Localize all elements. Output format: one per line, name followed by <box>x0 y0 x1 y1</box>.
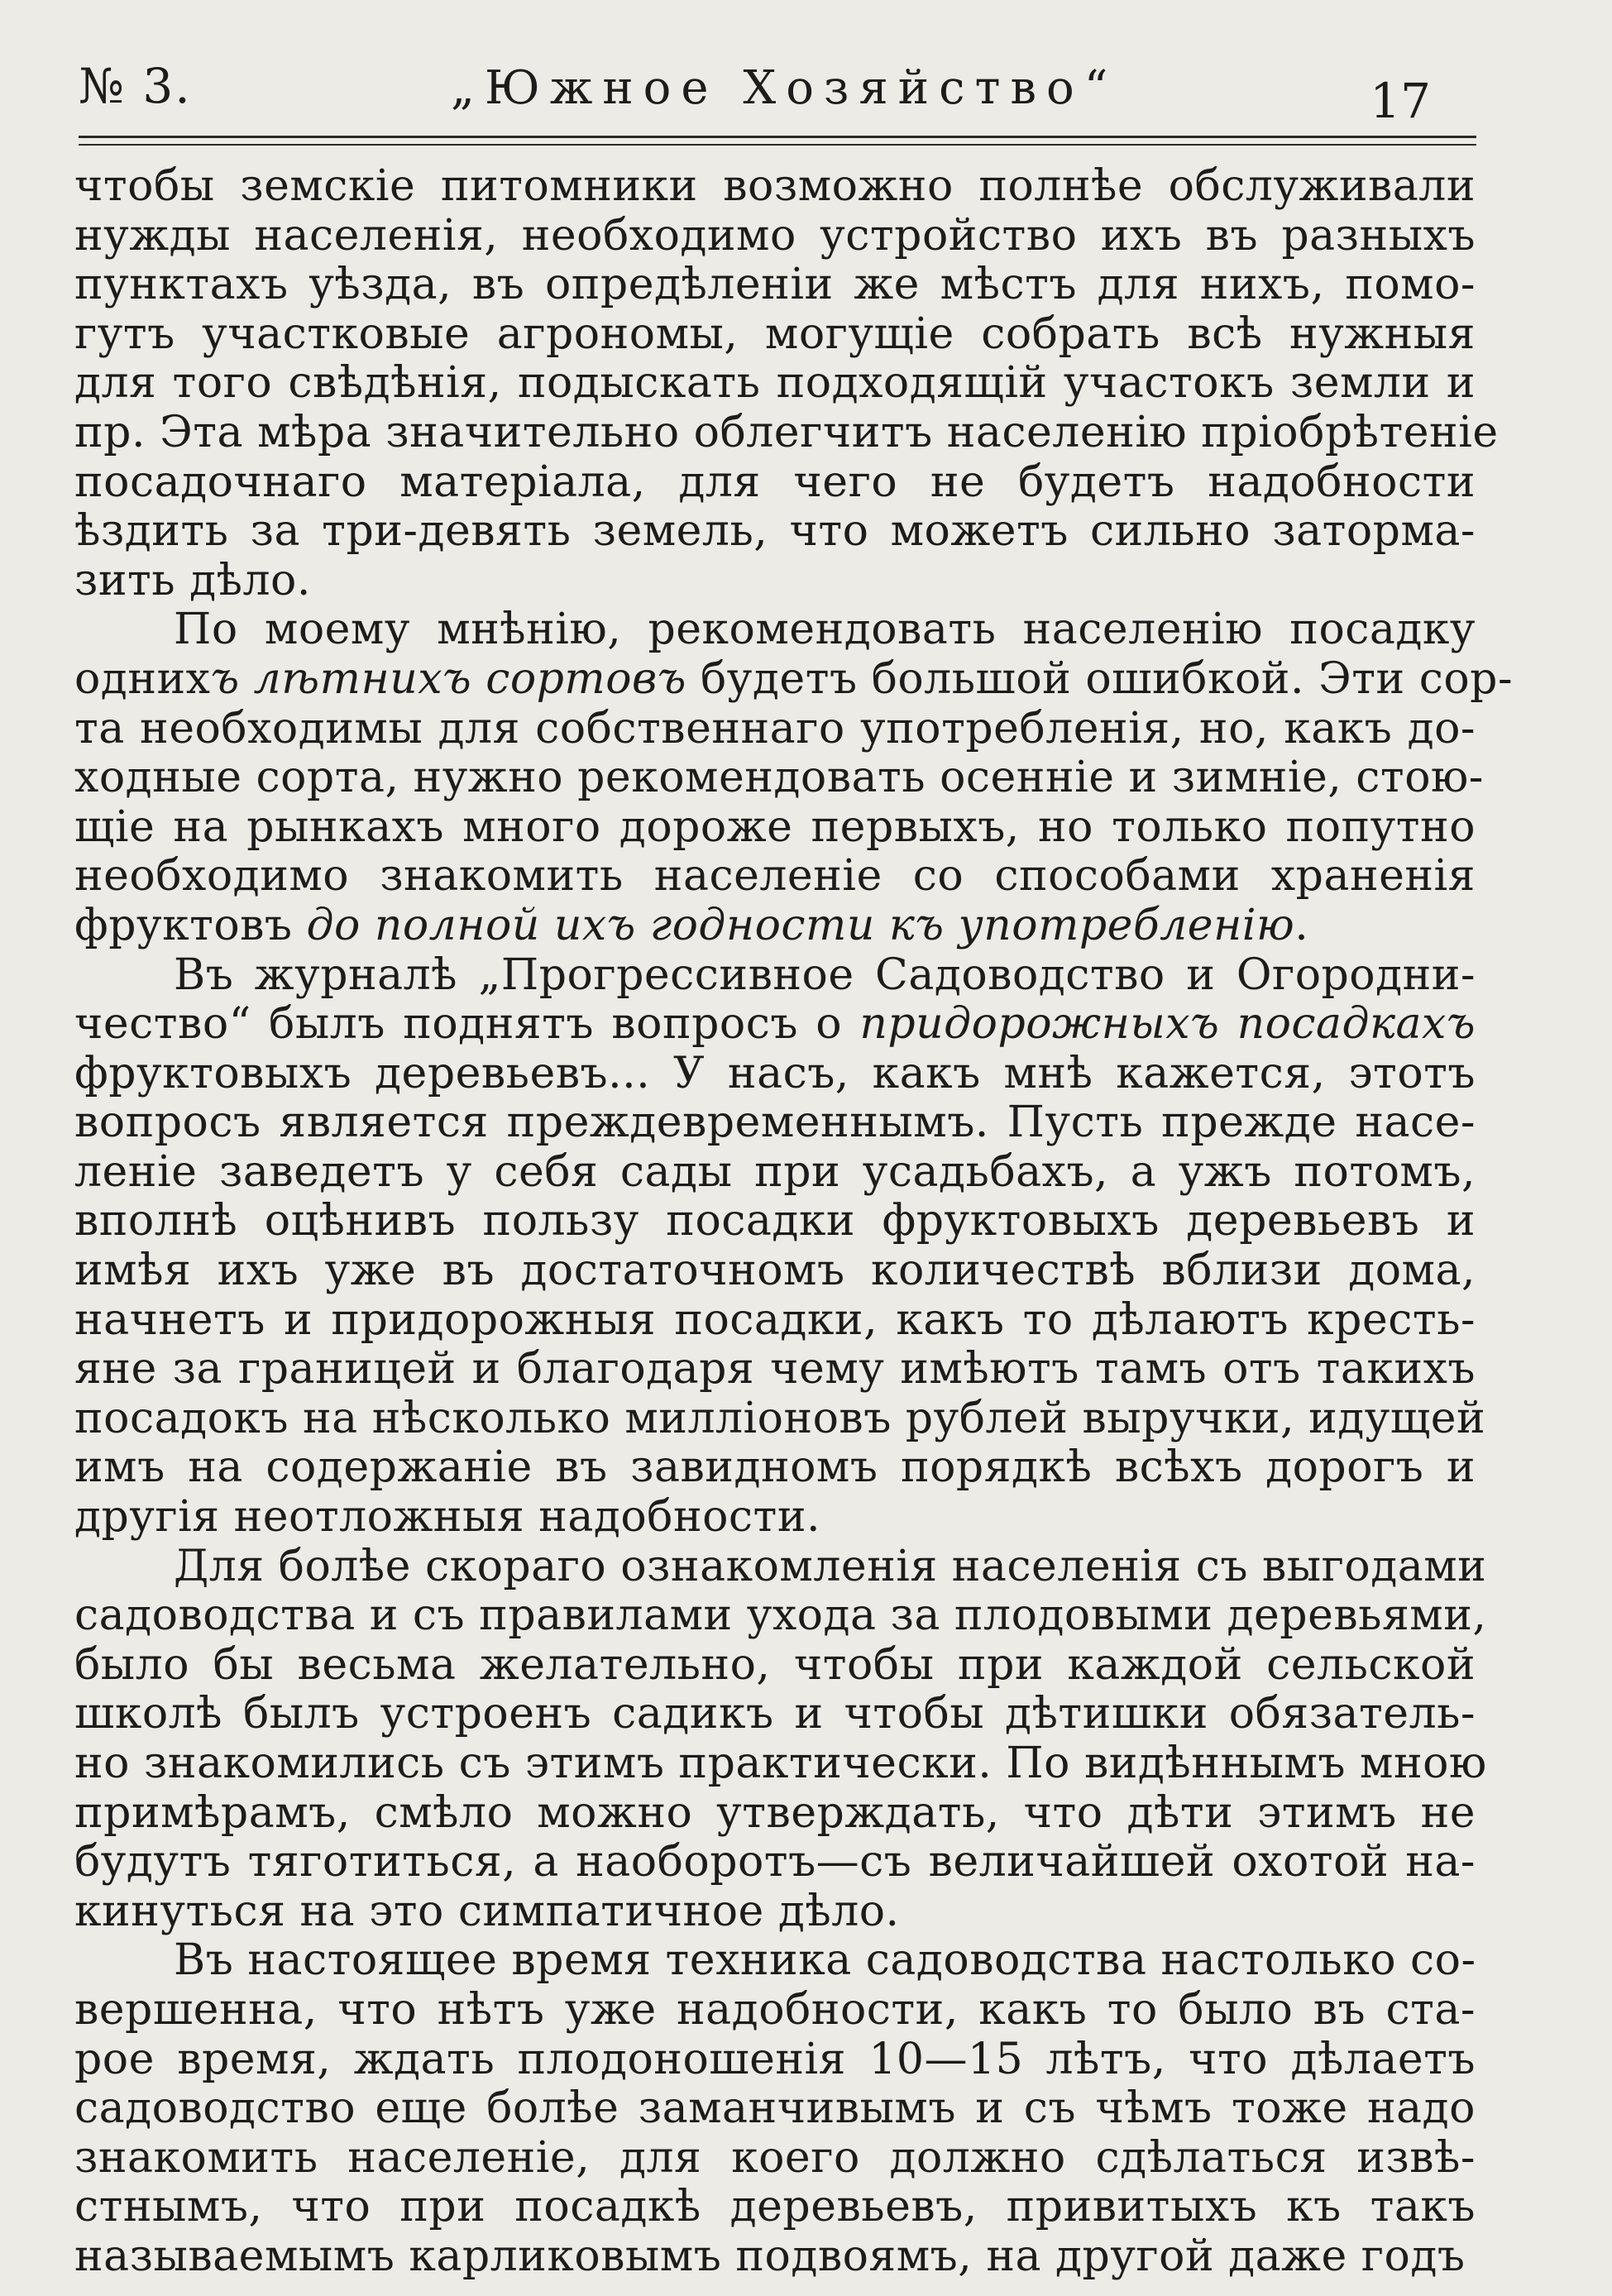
text-line: посадочнаго матеріала, для чего не будетъ надобности <box>74 457 1476 507</box>
text-line: чтобы земскіе питомники возможно полнѣе обслуживали <box>74 161 1476 211</box>
text-line: леніе заведетъ у себя сады при усадьбахъ, а ужъ потомъ, <box>74 1146 1476 1197</box>
text-line: Для болѣе скораго ознакомленія населенія съ выгодами <box>174 1541 1487 1591</box>
text-line: для того свѣдѣнія, подыскать подходящій участокъ земли и <box>74 358 1476 409</box>
text-line: школѣ былъ устроенъ садикъ и чтобы дѣтишки обязатель- <box>74 1689 1476 1739</box>
text-line: кинуться на это симпатичное дѣло. <box>74 1886 900 1936</box>
header-rule-bottom <box>79 144 1476 146</box>
text-line: та необходимы для собственнаго употребленія, но, какъ до- <box>74 703 1476 753</box>
text-line: начнетъ и придорожныя посадки, какъ то дѣлаютъ кресть- <box>74 1294 1476 1345</box>
text-line: Въ настоящее время техника садоводства настолько со- <box>174 1935 1476 1986</box>
text-line: пр. Эта мѣра значительно облегчитъ населенію пріобрѣтеніе <box>74 407 1499 457</box>
text-line: вполнѣ оцѣнивъ пользу посадки фруктовыхъ деревьевъ и <box>74 1196 1476 1246</box>
text-line: имѣя ихъ уже въ достаточномъ количествѣ вблизи дома, <box>74 1246 1476 1296</box>
text-line: вершенна, что нѣтъ уже надобности, какъ то было въ ста- <box>74 1984 1476 2035</box>
text-line: гутъ участковые агрономы, могущіе собрать всѣ нужныя <box>74 309 1476 359</box>
text-line: знакомить населеніе, для коего должно сдѣлаться извѣ- <box>74 2132 1476 2183</box>
paragraph <box>74 161 1499 605</box>
text-line: фруктовъ до полной ихъ годности къ употребленію. <box>74 900 1309 950</box>
text-line: Въ журналѣ „Прогрессивное Садоводство и Огородни- <box>174 949 1476 1000</box>
text-line: будутъ тяготиться, а наоборотъ—съ величайшей охотой на- <box>74 1837 1476 1887</box>
text-line: однихъ лѣтнихъ сортовъ будетъ большой ошибкой. Эти сор- <box>74 653 1514 704</box>
text-line: примѣрамъ, смѣло можно утверждать, что дѣти этимъ не <box>74 1787 1476 1838</box>
text-line: нужды населенія, необходимо устройство ихъ въ разныхъ <box>74 210 1476 261</box>
text-line: ходные сорта, нужно рекомендовать осенніе и зимніе, стою- <box>74 753 1484 803</box>
text-line: посадокъ на нѣсколько милліоновъ рублей выручки, идущей <box>74 1393 1486 1443</box>
text-line: было бы весьма желательно, чтобы при каждой сельской <box>74 1639 1476 1690</box>
paragraph <box>74 1936 1476 2281</box>
text-line: другія неотложныя надобности. <box>74 1492 821 1543</box>
text-line: вопросъ является преждевременнымъ. Пусть прежде насе- <box>74 1098 1476 1148</box>
text-line: садоводства и съ правилами ухода за плодовыми деревьями, <box>74 1590 1487 1641</box>
text-line: чество“ былъ поднятъ вопросъ о придорожныхъ посадкахъ <box>74 999 1476 1050</box>
text-line: садоводство еще болѣе заманчивымъ и съ чѣмъ тоже надо <box>74 2083 1476 2134</box>
text-line: яне за границей и благодаря чему имѣютъ тамъ отъ такихъ <box>74 1344 1476 1394</box>
text-line: По моему мнѣнію, рекомендовать населенію посадку <box>174 605 1476 655</box>
text-line: щіе на рынкахъ много дороже первыхъ, но только попутно <box>74 801 1476 852</box>
header-rule-top <box>79 136 1476 138</box>
paragraph <box>74 949 1486 1543</box>
text-line: ѣздить за три-девять земель, что можетъ сильно заторма- <box>74 506 1476 557</box>
issue-number: № 3. <box>79 58 192 114</box>
page-number: 17 <box>1370 73 1431 129</box>
paragraph <box>74 605 1514 950</box>
journal-title: „Южное Хозяйство“ <box>451 61 1118 115</box>
paragraph <box>74 1541 1487 1937</box>
text-line: стнымъ, что при посадкѣ деревьевъ, привитыхъ къ такъ <box>74 2182 1476 2232</box>
text-line: фруктовыхъ деревьевъ... У насъ, какъ мнѣ кажется, этотъ <box>74 1048 1476 1098</box>
text-line: рое время, ждать плодоношенія 10—15 лѣтъ, что дѣлаетъ <box>74 2034 1476 2084</box>
text-line: но знакомились съ этимъ практически. По видѣннымъ мною <box>74 1739 1487 1788</box>
text-line: имъ на содержаніе въ завидномъ порядкѣ всѣхъ дорогъ и <box>74 1442 1476 1493</box>
text-line: зить дѣло. <box>74 555 311 605</box>
text-line: пунктахъ уѣзда, въ опредѣленіи же мѣстъ для нихъ, помо- <box>74 260 1476 310</box>
article-body <box>74 161 1514 2282</box>
text-line: необходимо знакомить населеніе со способами храненія <box>74 851 1476 902</box>
text-line: называемымъ карликовымъ подвоямъ, на другой даже годъ <box>74 2231 1466 2281</box>
